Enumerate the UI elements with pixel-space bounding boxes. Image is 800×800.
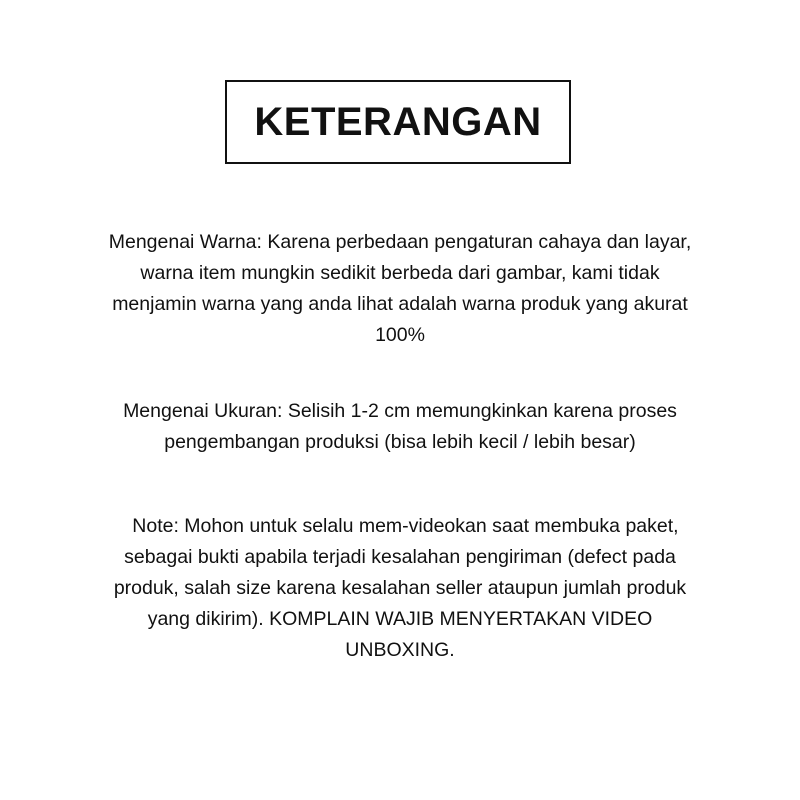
- unboxing-note-line: Note: Mohon untuk selalu mem-videokan saat membuka paket,: [121, 515, 679, 537]
- size-notice-line: Mengenai Ukuran: Selisih 1-2 cm memungkinkan karena proses: [123, 400, 677, 422]
- size-notice-line: pengembangan produksi (bisa lebih kecil / lebih besar): [164, 431, 636, 453]
- unboxing-note-line: produk, salah size karena kesalahan seller ataupun jumlah produk: [113, 577, 687, 599]
- unboxing-note-paragraph: [60, 511, 740, 666]
- color-notice-line: menjamin warna yang anda lihat adalah warna produk yang akurat: [112, 293, 688, 315]
- unboxing-note-line: sebagai bukti apabila terjadi kesalahan pengiriman (defect pada: [124, 546, 676, 568]
- color-notice-line: warna item mungkin sedikit berbeda dari gambar, kami tidak: [140, 262, 660, 284]
- page-title: KETERANGAN: [254, 99, 542, 144]
- size-notice-paragraph: [60, 396, 740, 458]
- title-box: [225, 80, 571, 164]
- unboxing-note-line: yang dikirim). KOMPLAIN WAJIB MENYERTAKAN VIDEO: [147, 608, 653, 630]
- color-notice-paragraph: [60, 227, 740, 351]
- unboxing-note-line: UNBOXING.: [345, 639, 455, 661]
- color-notice-line: Mengenai Warna: Karena perbedaan pengaturan cahaya dan layar,: [108, 231, 692, 253]
- color-notice-line: 100%: [375, 324, 425, 346]
